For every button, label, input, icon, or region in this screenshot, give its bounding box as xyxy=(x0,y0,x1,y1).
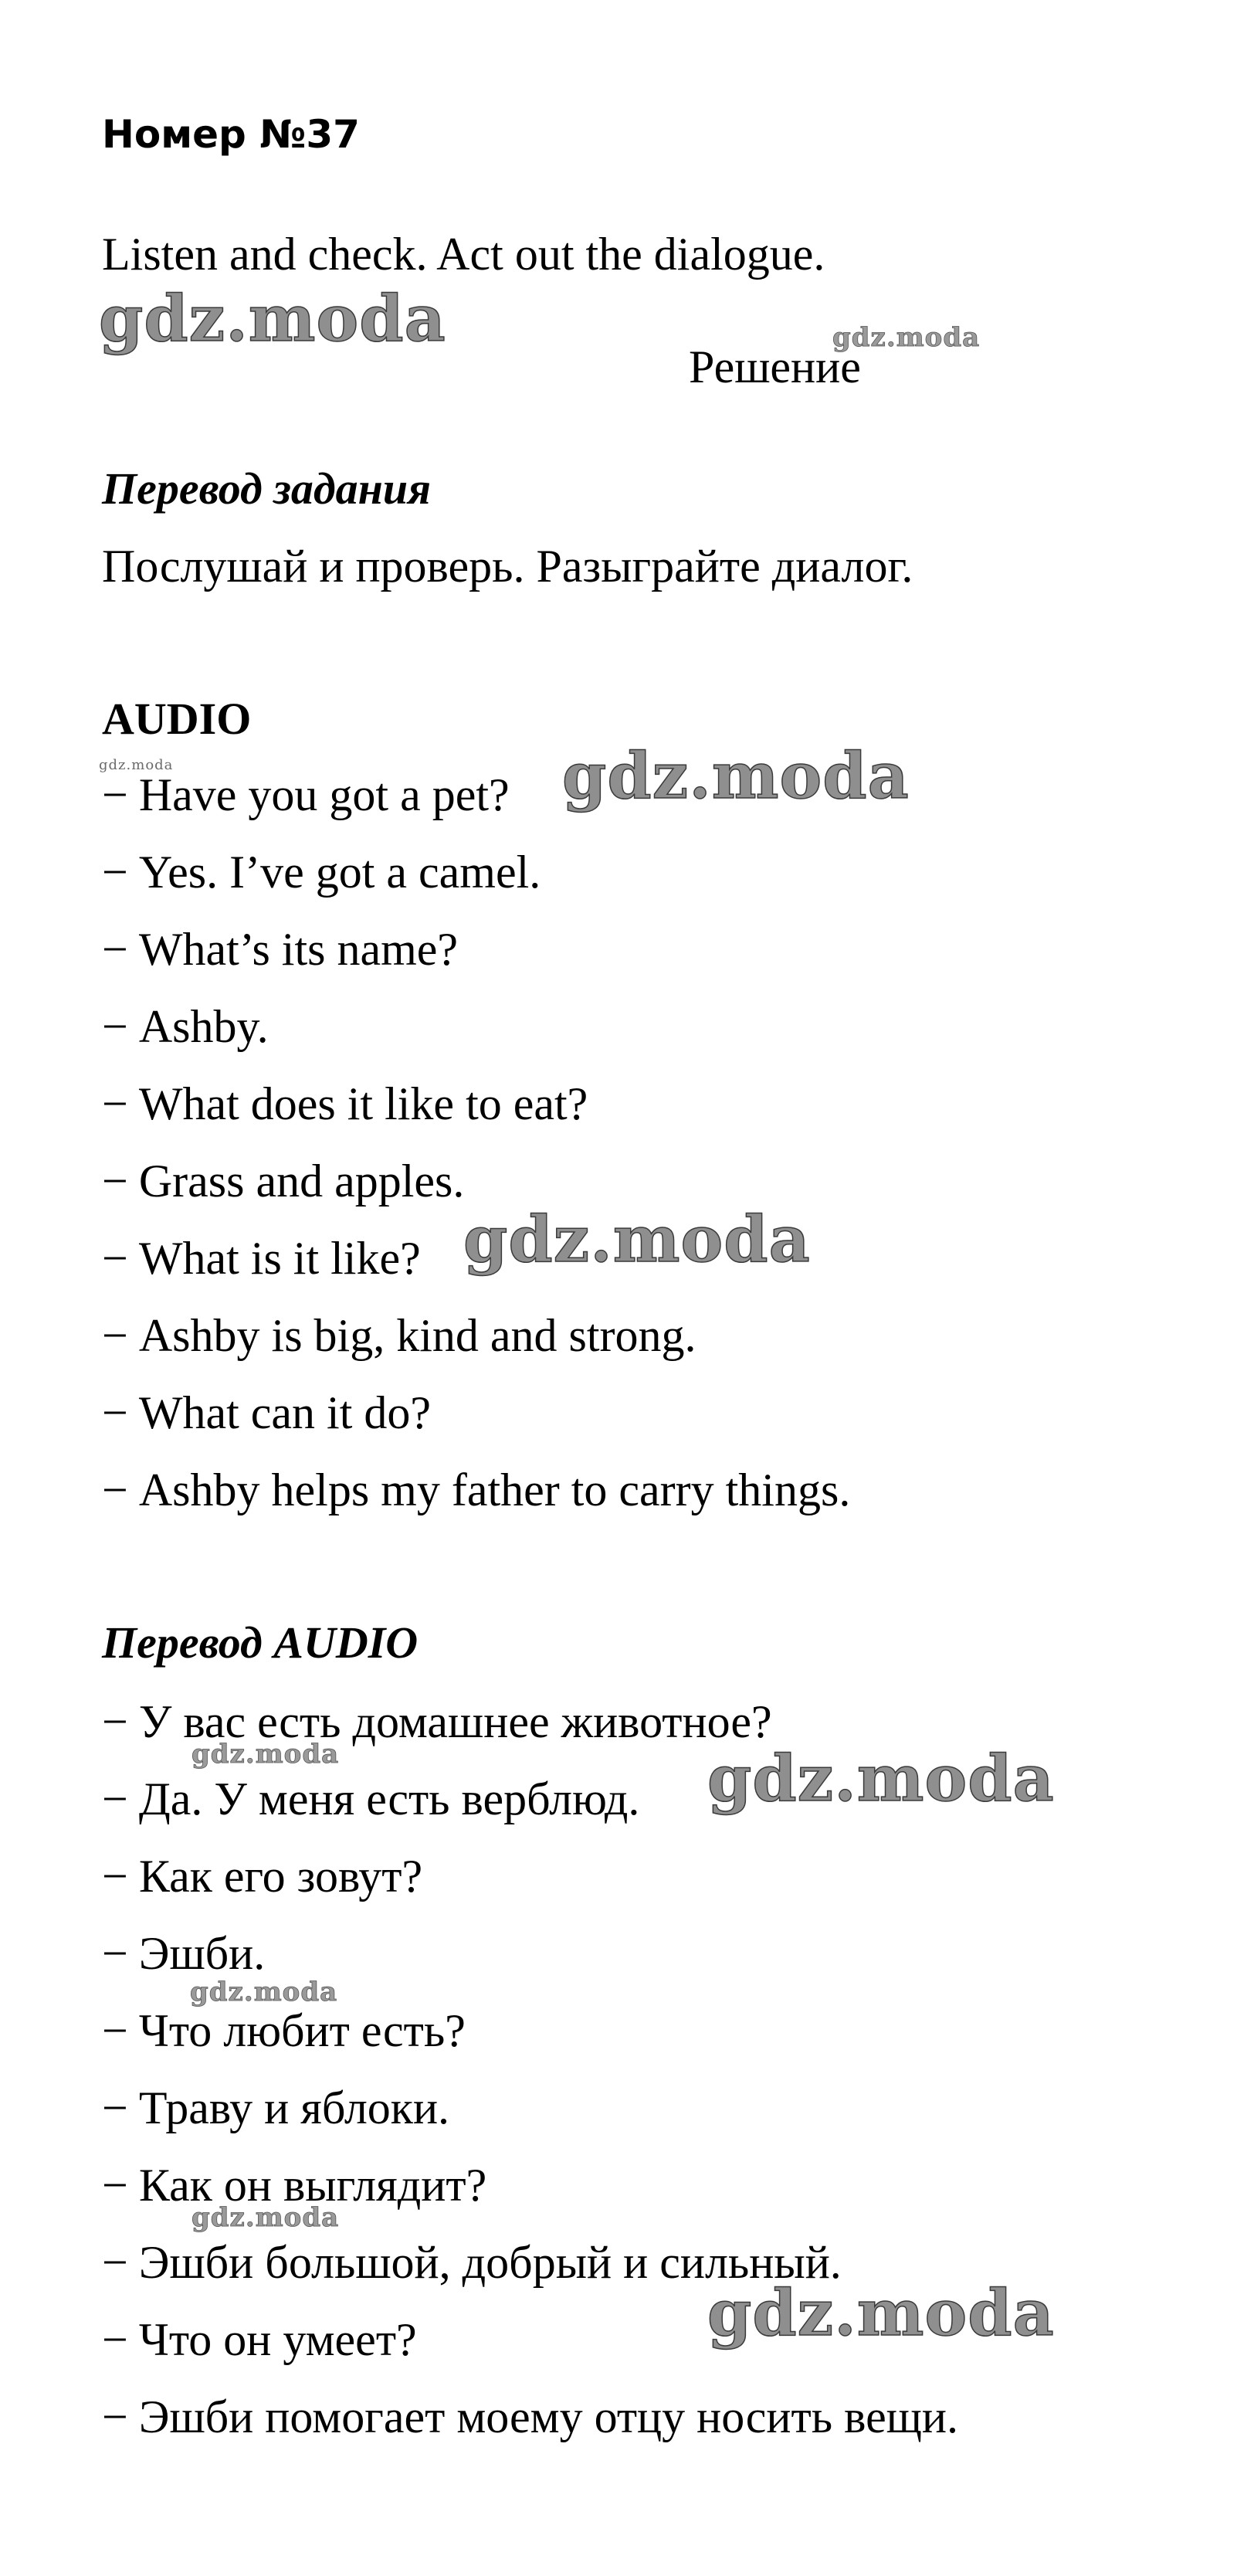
dialogue-line-text: What can it do? xyxy=(138,1387,432,1438)
dialogue-dash: − xyxy=(102,1078,128,1129)
dialogue-dash: − xyxy=(102,1773,128,1824)
dialogue-line-text: Эшби большой, добрый и сильный. xyxy=(138,2237,842,2288)
dialogue-dash: − xyxy=(102,2005,128,2056)
watermark: gdz.moda xyxy=(832,322,981,353)
dialogue-line-text: Ashby. xyxy=(138,1001,269,1052)
task-translation-text: Послушай и проверь. Разыграйте диалог. xyxy=(102,541,913,592)
watermark: gdz.moda xyxy=(191,1739,340,1770)
dialogue-line-text: Grass and apples. xyxy=(138,1156,465,1207)
watermark: gdz.moda xyxy=(99,282,446,356)
dialogue-line-text: Что он умеет? xyxy=(138,2314,417,2365)
dialogue-line xyxy=(102,1849,958,1926)
audio-heading: AUDIO xyxy=(102,694,252,744)
task-text: Listen and check. Act out the dialogue. xyxy=(102,229,825,280)
dialogue-line-text: What does it like to eat? xyxy=(138,1078,588,1129)
dialogue-line-text: Эшби. xyxy=(138,1928,266,1979)
dialogue-line xyxy=(102,1077,850,1154)
dialogue-dash: − xyxy=(102,1928,128,1979)
dialogue-dash: − xyxy=(102,1310,128,1361)
dialogue-dash: − xyxy=(102,1387,128,1438)
dialogue-dash: − xyxy=(102,1464,128,1515)
page-title: Номер №37 xyxy=(102,112,360,157)
watermark: gdz.moda xyxy=(707,2276,1055,2350)
watermark: gdz.moda xyxy=(463,1203,811,1277)
dialogue-dash: − xyxy=(102,1233,128,1284)
dialogue-line xyxy=(102,1000,850,1077)
dialogue-dash: − xyxy=(102,1696,128,1747)
dialogue-dash: − xyxy=(102,2082,128,2133)
task-translation-heading: Перевод задания xyxy=(102,463,431,514)
watermark: gdz.moda xyxy=(99,757,174,773)
dialogue-line-text: Ashby helps my father to carry things. xyxy=(138,1464,851,1515)
dialogue-line xyxy=(102,845,850,922)
dialogue-dash: − xyxy=(102,2160,128,2211)
dialogue-line xyxy=(102,2004,958,2081)
dialogue-line-text: Как он выглядит? xyxy=(138,2160,487,2211)
dialogue-line-text: What’s its name? xyxy=(138,924,459,975)
dialogue-line xyxy=(102,2081,958,2158)
solution-label: Решение xyxy=(689,341,861,392)
dialogue-line-text: Траву и яблоки. xyxy=(138,2082,450,2133)
dialogue-line-text: Ashby is big, kind and strong. xyxy=(138,1310,696,1361)
dialogue-dash: − xyxy=(102,2314,128,2365)
dialogue-line-text: У вас есть домашнее животное? xyxy=(138,1696,772,1747)
dialogue-line xyxy=(102,1463,850,1540)
watermark: gdz.moda xyxy=(562,739,910,813)
watermark: gdz.moda xyxy=(190,1977,338,2008)
dialogue-dash: − xyxy=(102,2237,128,2288)
audio-translation-heading: Перевод AUDIO xyxy=(102,1617,419,1668)
dialogue-line xyxy=(102,922,850,1000)
dialogue-dash: − xyxy=(102,2391,128,2442)
dialogue-dash: − xyxy=(102,769,128,820)
dialogue-dash: − xyxy=(102,1001,128,1052)
dialogue-line-text: Эшби помогает моему отцу носить вещи. xyxy=(138,2391,959,2442)
dialogue-dash: − xyxy=(102,1851,128,1902)
dialogue-line-text: Yes. I’ve got a camel. xyxy=(138,847,541,898)
dialogue-line xyxy=(102,2390,958,2467)
dialogue-line xyxy=(102,1386,850,1463)
dialogue-line-text: What is it like? xyxy=(138,1233,421,1284)
dialogue-line-text: Have you got a pet? xyxy=(138,769,510,820)
dialogue-line-text: Как его зовут? xyxy=(138,1851,423,1902)
dialogue-line-text: Да. У меня есть верблюд. xyxy=(138,1773,640,1824)
dialogue-line-text: Что любит есть? xyxy=(138,2005,466,2056)
audio-dialogue xyxy=(102,768,850,1540)
watermark: gdz.moda xyxy=(707,1742,1055,1816)
dialogue-line xyxy=(102,1308,850,1386)
dialogue-dash: − xyxy=(102,924,128,975)
dialogue-dash: − xyxy=(102,847,128,898)
watermark: gdz.moda xyxy=(191,2202,340,2233)
dialogue-dash: − xyxy=(102,1156,128,1207)
